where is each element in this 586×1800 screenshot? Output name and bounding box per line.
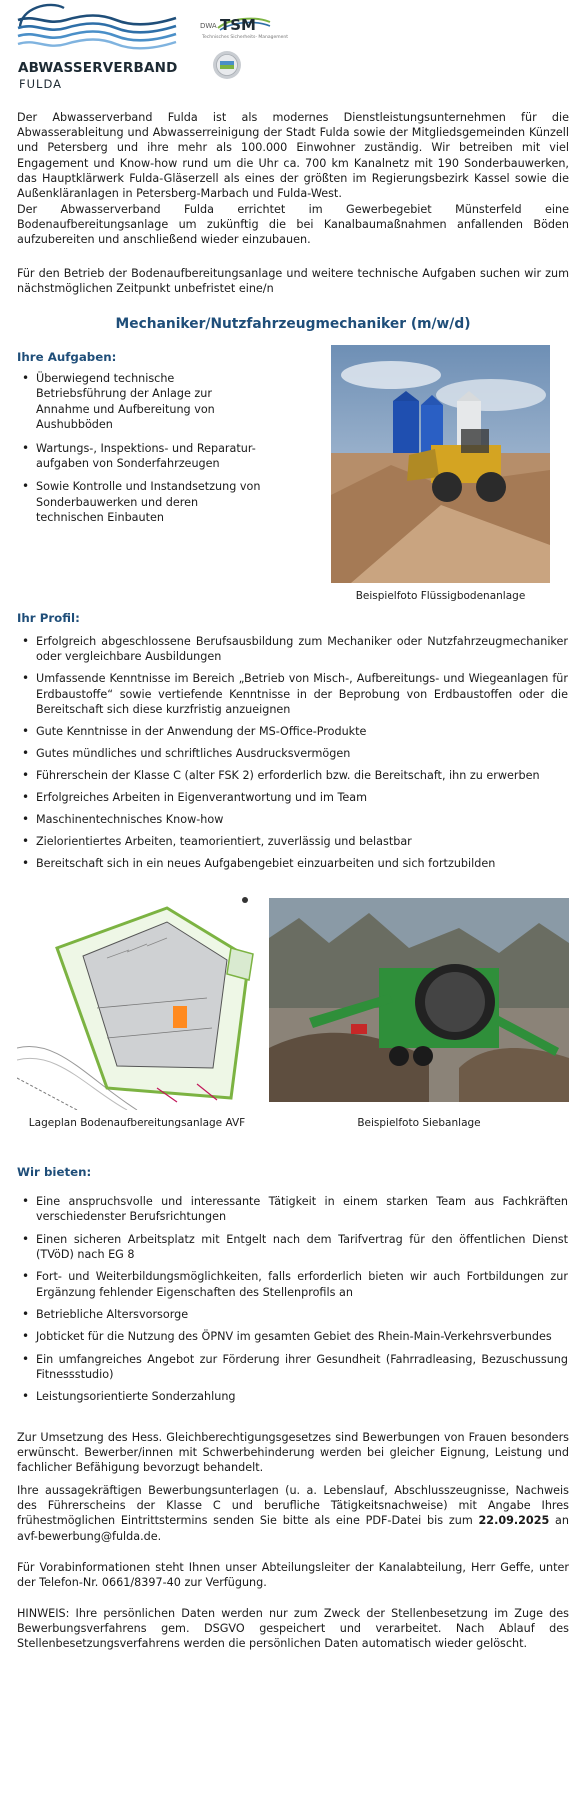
job-title: Mechaniker/Nutzfahrzeugmechaniker (m/w/d) bbox=[115, 316, 471, 332]
list-item: • Zielorientiertes Arbeiten, teamorientiert, zuverlässig und belastbar bbox=[18, 834, 568, 849]
application-text: Ihre aussagekräftigen Bewerbungsunterlagen (u. a. Lebenslauf, Abschlusszeugnisse, Nachweis des Führerscheins der Klasse C und berufliche Tätigkeitsnachweise) mit Angabe Ihres frühestmöglichen Eintrittstermins senden Sie bitte als eine PDF-Datei bis zum bbox=[17, 1484, 569, 1528]
list-item: • Maschinentechnisches Know-how bbox=[18, 812, 568, 827]
equality-notice: Zur Umsetzung des Hess. Gleichberechtigungsgesetzes sind Bewerbungen von Frauen besonders erwünscht. Bewerber/innen mit Schwerbehinderung werden bei gleicher Eignung, Leistung und fachlicher Befähigung bevorzugt behandelt. bbox=[17, 1431, 569, 1475]
aufgaben-list bbox=[18, 371, 268, 534]
list-item: • Erfolgreich abgeschlossene Berufsausbildung zum Mechaniker oder Nutzfahrzeugmechaniker oder vergleichbare Ausbildungen bbox=[18, 634, 568, 665]
list-item: • Umfassende Kenntnisse im Bereich „Betrieb von Misch-, Aufbereitungs- und Wiegeanlagen für Erdbaustoffe“ sowie vertiefende Kenntnisse in der Beprobung von Erdbaustoffen oder die Bereitschaft sich diese kurzfristig anzueignen bbox=[18, 671, 568, 717]
siebanlage-caption: Beispielfoto Siebanlage bbox=[357, 1117, 481, 1129]
list-item: • Wartungs-, Inspektions- und Reparatur-aufgaben von Sonderfahrzeugen bbox=[18, 441, 268, 472]
lageplan-caption: Lageplan Bodenaufbereitungsanlage AVF bbox=[28, 1117, 246, 1129]
list-item: • Fort- und Weiterbildungsmöglichkeiten, falls erforderlich bieten wir auch Fortbildungen zur Ergänzung fehlender Eigenschaften des Stellenprofils an bbox=[18, 1269, 568, 1300]
list-item: • Jobticket für die Nutzung des ÖPNV im gesamten Gebiet des Rhein-Main-Verkehrsverbundes bbox=[18, 1329, 568, 1344]
intro-paragraph-2: Der Abwasserverband Fulda errichtet im Gewerbegebiet Münsterfeld eine Bodenaufbereitungsanlage um zukünftig die bei Kanalbaumaßnahmen anfallenden Böden aufzubereiten und anschließend wieder einzubauen. bbox=[17, 203, 569, 247]
list-item: • Gutes mündliches und schriftliches Ausdrucksvermögen bbox=[18, 746, 568, 761]
application-deadline: 22.09.2025 bbox=[478, 1514, 550, 1528]
list-item: • Einen sicheren Arbeitsplatz mit Entgelt nach dem Tarifvertrag für den öffentlichen Dienst (TVöD) nach EG 8 bbox=[18, 1232, 568, 1263]
list-item: • Betriebliche Altersvorsorge bbox=[18, 1307, 568, 1322]
list-item: • Ein umfangreiches Angebot zur Förderung ihrer Gesundheit (Fahrradleasing, Bezuschussung Fitnessstudio) bbox=[18, 1352, 568, 1383]
org-city: FULDA bbox=[19, 77, 62, 91]
tsm-subline: Technisches Sicherheits- Management bbox=[202, 35, 289, 40]
tsm-label: TSM bbox=[220, 16, 256, 34]
list-item: • Führerschein der Klasse C (alter FSK 2) erforderlich bzw. die Bereitschaft, ihn zu erwerben bbox=[18, 768, 568, 783]
list-item: • Gute Kenntnisse in der Anwendung der MS-Office-Produkte bbox=[18, 724, 568, 739]
application-instructions bbox=[17, 1483, 569, 1544]
certification-seal-icon bbox=[212, 50, 242, 80]
screening-plant-photo bbox=[269, 898, 569, 1102]
wheel-loader-photo bbox=[331, 345, 550, 583]
photo1-caption: Beispielfoto Flüssigbodenanlage bbox=[355, 590, 526, 602]
list-item: • Erfolgreiches Arbeiten in Eigenverantwortung und im Team bbox=[18, 790, 568, 805]
list-item: • Leistungsorientierte Sonderzahlung bbox=[18, 1389, 568, 1404]
contact-info: Für Vorabinformationen steht Ihnen unser Abteilungsleiter der Kanalabteilung, Herr Geffe, unter der Telefon-Nr. 0661/8397-40 zur Verfügung. bbox=[17, 1561, 569, 1590]
application-email-text: an avf-bewerbung@fulda.de. bbox=[17, 1514, 569, 1543]
list-item: • Überwiegend technische Betriebsführung der Anlage zur Annahme und Aufbereitung von Aushubböden bbox=[18, 371, 268, 433]
list-item: • Eine anspruchsvolle und interessante Tätigkeit in einem starken Team aus Fachkräften verschiedenster Berufsrichtungen bbox=[18, 1194, 568, 1225]
intro-paragraph-1: Der Abwasserverband Fulda ist als modernes Dienstleistungsunternehmen für die Abwasserableitung und Abwasserreinigung der Stadt Fulda sowie der Mitgliedsgemeinden Künzell und Petersberg und ihre mehr als 100.000 Einwohner zuständig. Wir betreiben mit viel Engagement und Know-how rund um die Uhr ca. 700 km Kanalnetz mit 190 Sonderbauwerken, das Hauptklärwerk Fulda-Gläserzell als eines der größten im Regierungsbezirk Kassel sowie die Außenkläranlagen in Petersberg-Marbach und Fulda-West. bbox=[17, 111, 569, 201]
list-item: • Bereitschaft sich in ein neues Aufgabengebiet einzuarbeiten und sich fortzubilden bbox=[18, 856, 568, 871]
bieten-list bbox=[18, 1194, 568, 1412]
profil-list bbox=[18, 634, 568, 878]
intro-paragraph-3: Für den Betrieb der Bodenaufbereitungsanlage und weitere technische Aufgaben suchen wir zum nächstmöglichen Zeitpunkt unbefristet eine/n bbox=[17, 267, 569, 296]
profil-heading: Ihr Profil: bbox=[17, 611, 80, 625]
list-item: • Sowie Kontrolle und Instandsetzung von Sonderbauwerken und deren technischen Einbauten bbox=[18, 479, 268, 525]
org-name: ABWASSERVERBAND bbox=[18, 60, 178, 76]
bieten-heading: Wir bieten: bbox=[17, 1165, 92, 1179]
site-plan-drawing bbox=[17, 888, 257, 1110]
privacy-notice: HINWEIS: Ihre persönlichen Daten werden nur zum Zweck der Stellenbesetzung im Zuge des Bewerbungsverfahrens gem. DSGVO gespeichert und verarbeitet. Nach Ablauf des Stellenbesetzungsverfahrens werden die persönlichen Daten automatisch wieder gelöscht. bbox=[17, 1607, 569, 1651]
dwa-label: DWA bbox=[200, 22, 217, 30]
aufgaben-heading: Ihre Aufgaben: bbox=[17, 350, 117, 364]
